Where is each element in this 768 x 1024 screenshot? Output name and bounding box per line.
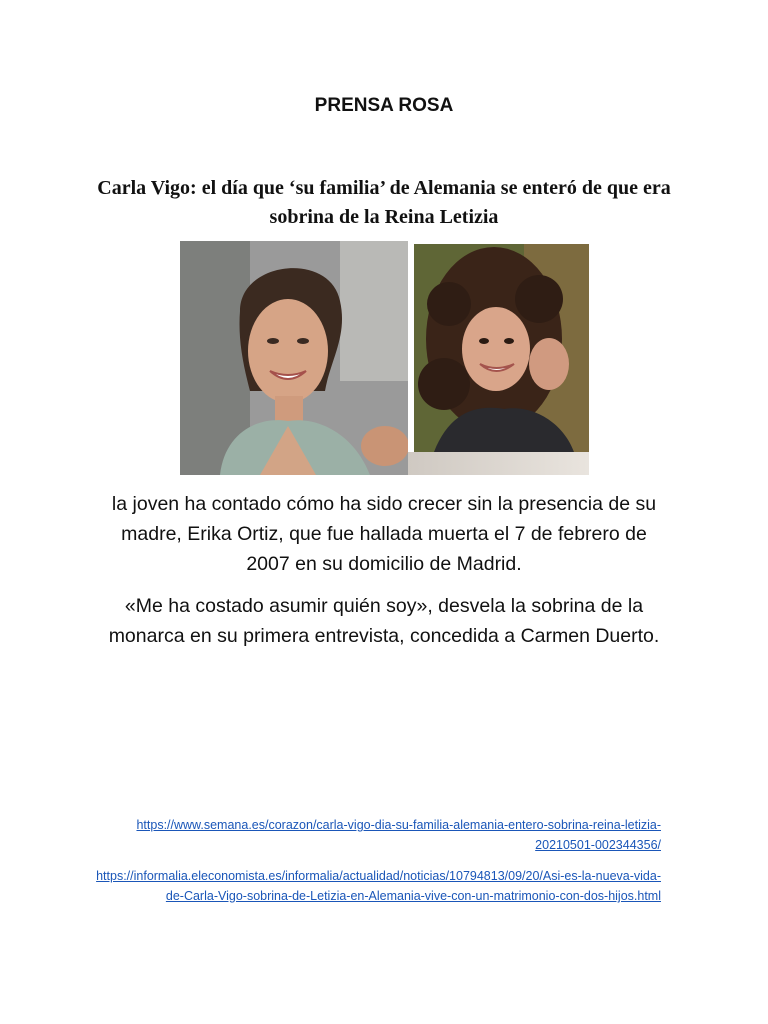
paragraph-2: «Me ha costado asumir quién soy», desvela la sobrina de la monarca en su primera entrevista, concedida a Carmen Duerto.	[108, 595, 660, 647]
section-title: PRENSA ROSA	[314, 95, 454, 116]
portrait-illustration	[180, 241, 408, 475]
photo-caption-strip	[408, 452, 589, 475]
source-link-semana[interactable]: https://www.semana.es/corazon/carla-vigo-dia-su-familia-alemania-entero-sobrina-reina-letizia-20210501-002344356/	[136, 818, 661, 852]
article-headline: Carla Vigo: el día que ‘su familia’ de Alemania se enteró de que era sobrina de la Reina Letizia	[97, 177, 671, 228]
photo-young-woman	[414, 244, 589, 452]
young-woman-illustration	[414, 244, 589, 452]
paragraph-1: la joven ha contado cómo ha sido crecer sin la presencia de su madre, Erika Ortiz, que fue hallada muerta el 7 de febrero de 2007 en su domicilio de Madrid.	[111, 493, 657, 575]
article-photo-collage	[180, 241, 589, 475]
photo-woman-portrait	[180, 241, 408, 475]
source-link-informalia[interactable]: https://informalia.eleconomista.es/informalia/actualidad/noticias/10794813/09/20/Asi-es-la-nueva-vida-de-Carla-Vigo-sobrina-de-Letizia-en-Alemania-vive-con-un-matrimonio-con-dos-hijos.html	[96, 869, 661, 903]
